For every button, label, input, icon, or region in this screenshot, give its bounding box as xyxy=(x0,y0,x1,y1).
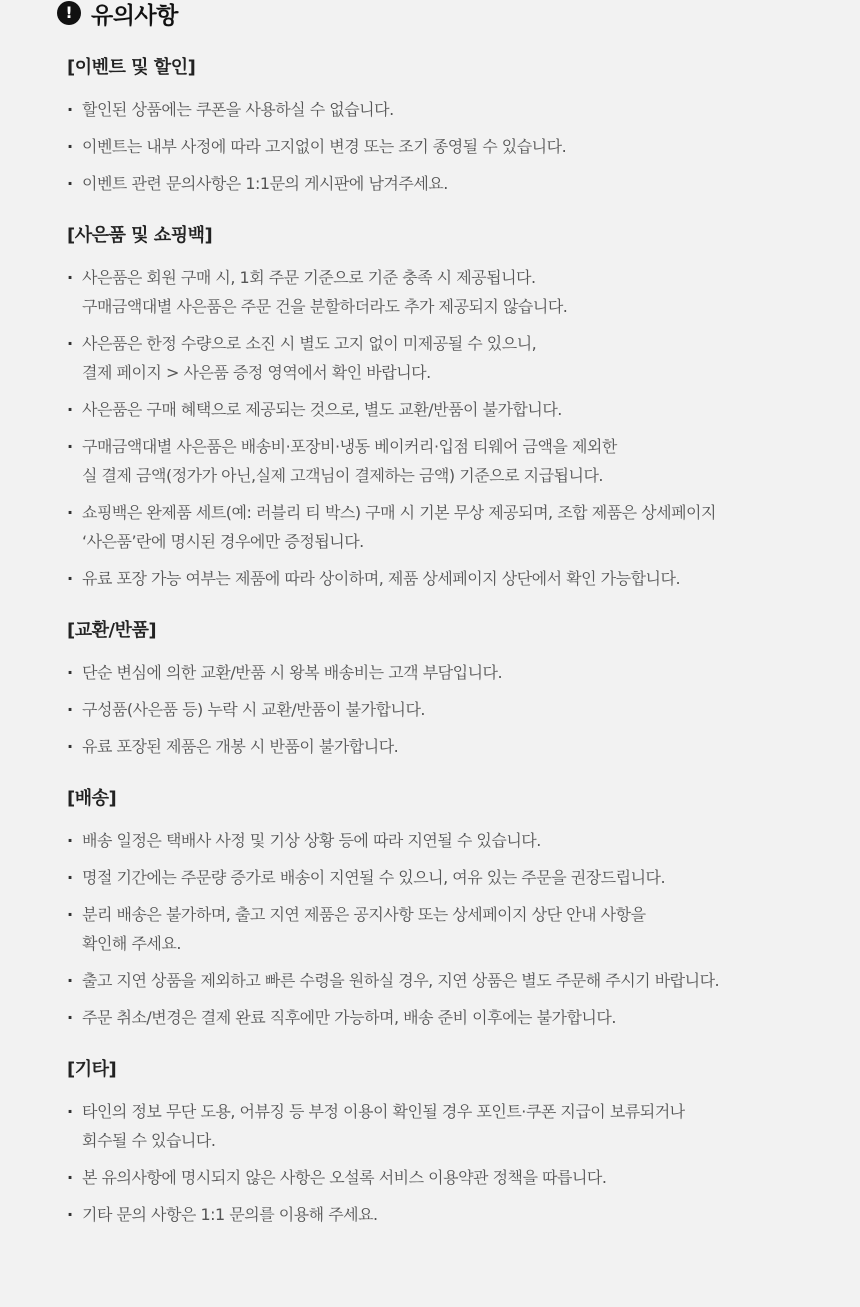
list-item-text xyxy=(82,732,827,761)
list-item-text xyxy=(82,132,827,161)
list-item-text xyxy=(82,564,827,593)
bullet-icon: · xyxy=(67,971,73,990)
list-item xyxy=(67,432,827,490)
list-item xyxy=(67,826,827,855)
list-item-text xyxy=(82,966,827,995)
list-item xyxy=(67,498,827,556)
list-item-line: 구매금액대별 사은품은 주문 건을 분할하더라도 추가 제공되지 않습니다. xyxy=(82,297,568,316)
bullet-icon: · xyxy=(67,334,73,353)
list-item xyxy=(67,263,827,321)
list-item-text xyxy=(82,658,827,687)
list-item-line: ‘사은품’란에 명시된 경우에만 증정됩니다. xyxy=(82,532,364,551)
list-item-text xyxy=(82,900,827,958)
notice-section xyxy=(67,220,827,593)
list-item-text xyxy=(82,432,827,490)
bullet-icon: · xyxy=(67,663,73,682)
section-title: [이벤트 및 할인] xyxy=(67,57,196,78)
notice-section xyxy=(67,783,827,1032)
bullet-icon: · xyxy=(67,174,73,193)
list-item-line: 본 유의사항에 명시되지 않은 사항은 오설록 서비스 이용약관 정책을 따릅니다. xyxy=(82,1168,607,1187)
list-item xyxy=(67,695,827,724)
list-item-line: 출고 지연 상품을 제외하고 빠른 수령을 원하실 경우, 지연 상품은 별도 주문해 주시기 바랍니다. xyxy=(82,971,720,990)
list-item-text xyxy=(82,498,827,556)
bullet-icon: · xyxy=(67,437,73,456)
exclamation-circle-icon: ! xyxy=(57,1,81,25)
notice-section xyxy=(67,52,827,198)
list-item xyxy=(67,329,827,387)
list-item-line: 구성품(사은품 등) 누락 시 교환/반품이 불가합니다. xyxy=(82,700,426,719)
list-item-text xyxy=(82,1163,827,1192)
list-item-line: 주문 취소/변경은 결제 완료 직후에만 가능하며, 배송 준비 이후에는 불가합니다. xyxy=(82,1008,616,1027)
list-item-line: 단순 변심에 의한 교환/반품 시 왕복 배송비는 고객 부담입니다. xyxy=(82,663,503,682)
list-item xyxy=(67,658,827,687)
bullet-icon: · xyxy=(67,700,73,719)
list-item-line: 배송 일정은 택배사 사정 및 기상 상황 등에 따라 지연될 수 있습니다. xyxy=(82,831,541,850)
list-item-text xyxy=(82,695,827,724)
list-item-text xyxy=(82,1003,827,1032)
list-item-line: 회수될 수 있습니다. xyxy=(82,1131,216,1150)
list-item xyxy=(67,1200,827,1229)
list-item xyxy=(67,966,827,995)
list-item-text xyxy=(82,329,827,387)
list-item xyxy=(67,169,827,198)
list-item xyxy=(67,564,827,593)
list-item-line: 기타 문의 사항은 1:1 문의를 이용해 주세요. xyxy=(82,1205,378,1224)
notice-content xyxy=(67,52,827,1251)
bullet-icon: · xyxy=(67,569,73,588)
bullet-icon: · xyxy=(67,268,73,287)
list-item-line: 유료 포장 가능 여부는 제품에 따라 상이하며, 제품 상세페이지 상단에서 확인 가능합니다. xyxy=(82,569,681,588)
list-item xyxy=(67,132,827,161)
notice-header xyxy=(57,0,178,29)
list-item xyxy=(67,900,827,958)
list-item-line: 타인의 정보 무단 도용, 어뷰징 등 부정 이용이 확인될 경우 포인트·쿠폰 지급이 보류되거나 xyxy=(82,1102,685,1121)
list-item-line: 확인해 주세요. xyxy=(82,934,181,953)
list-item xyxy=(67,1097,827,1155)
bullet-icon: · xyxy=(67,1168,73,1187)
list-item xyxy=(67,95,827,124)
list-item xyxy=(67,732,827,761)
list-item-line: 쇼핑백은 완제품 세트(예: 러블리 티 박스) 구매 시 기본 무상 제공되며, 조합 제품은 상세페이지 xyxy=(82,503,716,522)
list-item-text xyxy=(82,863,827,892)
list-item-line: 사은품은 회원 구매 시, 1회 주문 기준으로 기준 충족 시 제공됩니다. xyxy=(82,268,536,287)
list-item-text xyxy=(82,95,827,124)
list-item-line: 할인된 상품에는 쿠폰을 사용하실 수 없습니다. xyxy=(82,100,394,119)
list-item xyxy=(67,1003,827,1032)
section-title: [기타] xyxy=(67,1059,117,1080)
list-item-line: 결제 페이지 > 사은품 증정 영역에서 확인 바랍니다. xyxy=(82,363,431,382)
bullet-icon: · xyxy=(67,503,73,522)
list-item-line: 유료 포장된 제품은 개봉 시 반품이 불가합니다. xyxy=(82,737,399,756)
list-item-text xyxy=(82,263,827,321)
bullet-icon: · xyxy=(67,137,73,156)
notice-title: 유의사항 xyxy=(91,2,178,29)
list-item-line: 명절 기간에는 주문량 증가로 배송이 지연될 수 있으니, 여유 있는 주문을 권장드립니다. xyxy=(82,868,666,887)
bullet-icon: · xyxy=(67,1008,73,1027)
bullet-icon: · xyxy=(67,100,73,119)
bullet-icon: · xyxy=(67,737,73,756)
bullet-icon: · xyxy=(67,905,73,924)
list-item xyxy=(67,863,827,892)
list-item-text xyxy=(82,395,827,424)
list-item-text xyxy=(82,169,827,198)
bullet-icon: · xyxy=(67,1205,73,1224)
list-item-line: 구매금액대별 사은품은 배송비·포장비·냉동 베이커리·입점 티웨어 금액을 제외한 xyxy=(82,437,617,456)
list-item-text xyxy=(82,826,827,855)
section-title: [사은품 및 쇼핑백] xyxy=(67,225,213,246)
list-item xyxy=(67,1163,827,1192)
list-item-line: 이벤트 관련 문의사항은 1:1문의 게시판에 남겨주세요. xyxy=(82,174,448,193)
bullet-icon: · xyxy=(67,831,73,850)
notice-section xyxy=(67,1054,827,1229)
bullet-icon: · xyxy=(67,400,73,419)
list-item-line: 이벤트는 내부 사정에 따라 고지없이 변경 또는 조기 종영될 수 있습니다. xyxy=(82,137,567,156)
bullet-icon: · xyxy=(67,868,73,887)
section-title: [교환/반품] xyxy=(67,620,157,641)
notice-section xyxy=(67,615,827,761)
section-title: [배송] xyxy=(67,788,117,809)
list-item-line: 실 결제 금액(정가가 아닌,실제 고객님이 결제하는 금액) 기준으로 지급됩니다. xyxy=(82,466,603,485)
list-item xyxy=(67,395,827,424)
list-item-text xyxy=(82,1097,827,1155)
bullet-icon: · xyxy=(67,1102,73,1121)
list-item-line: 사은품은 한정 수량으로 소진 시 별도 고지 없이 미제공될 수 있으니, xyxy=(82,334,537,353)
list-item-text xyxy=(82,1200,827,1229)
list-item-line: 사은품은 구매 혜택으로 제공되는 것으로, 별도 교환/반품이 불가합니다. xyxy=(82,400,562,419)
list-item-line: 분리 배송은 불가하며, 출고 지연 제품은 공지사항 또는 상세페이지 상단 안내 사항을 xyxy=(82,905,646,924)
